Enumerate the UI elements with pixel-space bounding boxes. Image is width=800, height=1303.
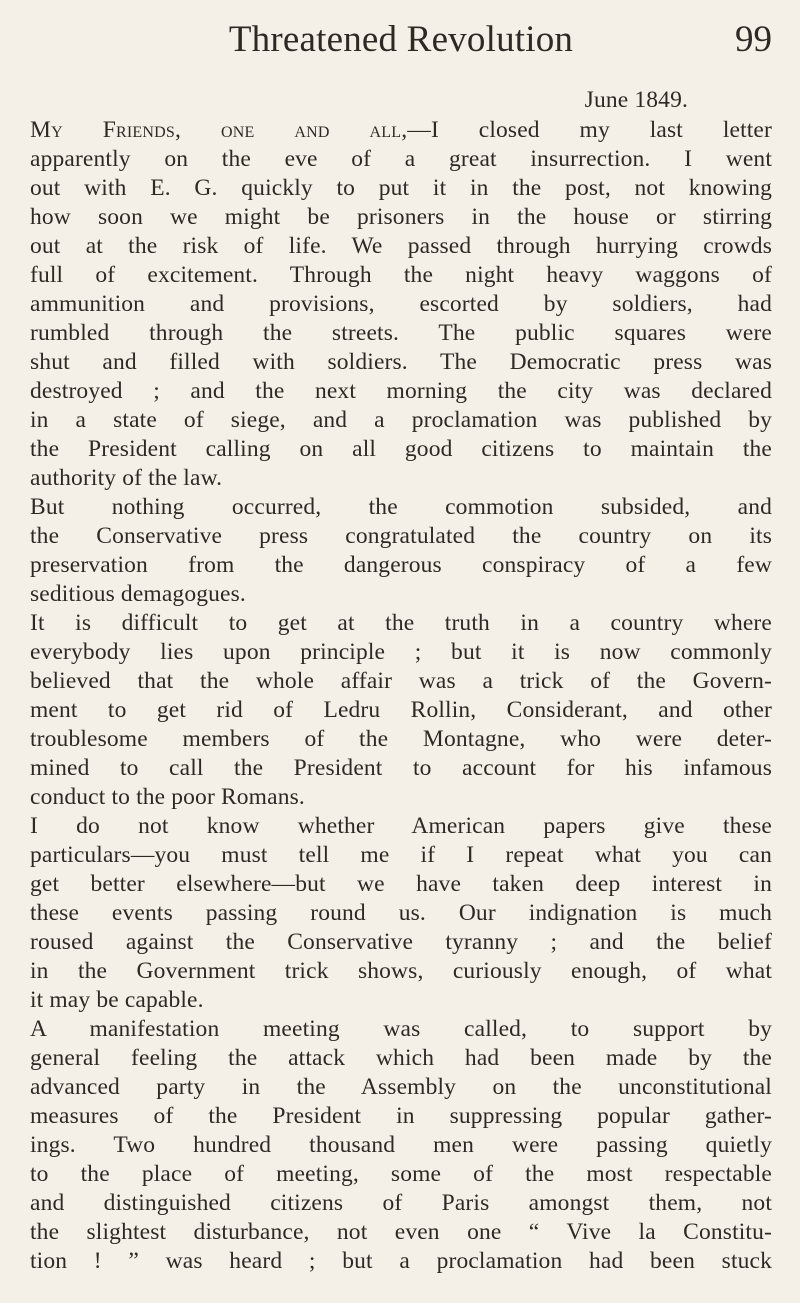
paragraph-line: preservation from the dangerous conspiracy of a few [30, 552, 772, 578]
paragraph-line: it may be capable. [30, 987, 204, 1013]
paragraph-line: rumbled through the streets. The public squares were [30, 320, 772, 346]
paragraph-line: tion ! ” was heard ; but a proclamation had been stuck [30, 1248, 772, 1274]
paragraph-line: ammunition and provisions, escorted by soldiers, had [30, 291, 772, 317]
paragraph-line: troublesome members of the Montagne, who were deter- [30, 726, 772, 752]
paragraph-line: seditious demagogues. [30, 581, 246, 607]
paragraph-line: ings. Two hundred thousand men were passing quietly [30, 1132, 772, 1158]
paragraph-line: particulars—you must tell me if I repeat what you can [30, 842, 772, 868]
paragraph-line: general feeling the attack which had been made by the [30, 1045, 772, 1071]
paragraph-1 [30, 116, 772, 493]
paragraph-2 [30, 493, 772, 609]
paragraph-line [30, 116, 772, 145]
paragraph-line: out with E. G. quickly to put it in the post, not knowing [30, 175, 772, 201]
paragraph-line: these events passing round us. Our indignation is much [30, 900, 772, 926]
paragraph-line: in a state of siege, and a proclamation was published by [30, 407, 772, 433]
paragraph-line: full of excitement. Through the night heavy waggons of [30, 262, 772, 288]
paragraph-line: the President calling on all good citizens to maintain the [30, 436, 772, 462]
paragraph-line: out at the risk of life. We passed through hurrying crowds [30, 233, 772, 259]
paragraph-line: roused against the Conservative tyranny ; and the belief [30, 929, 772, 955]
paragraph-line: and distinguished citizens of Paris amongst them, not [30, 1190, 772, 1216]
paragraph-line-text: —I closed my last letter [407, 117, 772, 143]
salutation: My Friends, one and all, [30, 117, 408, 143]
letter-date: June 1849. [584, 87, 688, 113]
paragraph-line: get better elsewhere—but we have taken deep interest in [30, 871, 772, 897]
paragraph-line: believed that the whole affair was a trick of the Govern- [30, 668, 772, 694]
page-number: 99 [735, 19, 772, 60]
paragraph-line: advanced party in the Assembly on the unconstitutional [30, 1074, 772, 1100]
letter-body [30, 86, 772, 1276]
paragraph-line: conduct to the poor Romans. [30, 784, 305, 810]
paragraph-line: I do not know whether American papers give these [30, 813, 772, 839]
paragraph-line: to the place of meeting, some of the most respectable [30, 1161, 772, 1187]
running-title: Threatened Revolution [228, 19, 574, 60]
paragraph-line: destroyed ; and the next morning the city was declared [30, 378, 772, 404]
paragraph-line: authority of the law. [30, 465, 223, 491]
paragraph-line: the Conservative press congratulated the country on its [30, 523, 772, 549]
paragraph-line: It is difficult to get at the truth in a country where [30, 610, 772, 636]
paragraph-line: A manifestation meeting was called, to support by [30, 1016, 772, 1042]
paragraph-line: But nothing occurred, the commotion subsided, and [30, 494, 772, 520]
paragraph-line: the slightest disturbance, not even one “ Vive la Constitu- [30, 1219, 772, 1245]
paragraph-line: measures of the President in suppressing popular gather- [30, 1103, 772, 1129]
paragraph-line: in the Government trick shows, curiously enough, of what [30, 958, 772, 984]
paragraph-line: how soon we might be prisoners in the house or stirring [30, 204, 772, 230]
paragraph-line: everybody lies upon principle ; but it is now commonly [30, 639, 772, 665]
paragraph-4 [30, 812, 772, 1015]
paragraph-3 [30, 609, 772, 812]
paragraph-line: ment to get rid of Ledru Rollin, Considerant, and other [30, 697, 772, 723]
paragraph-line: shut and filled with soldiers. The Democratic press was [30, 349, 772, 375]
paragraph-5 [30, 1015, 772, 1276]
paragraph-line: mined to call the President to account for his infamous [30, 755, 772, 781]
paragraph-line: apparently on the eve of a great insurrection. I went [30, 146, 772, 172]
running-header [30, 16, 772, 64]
